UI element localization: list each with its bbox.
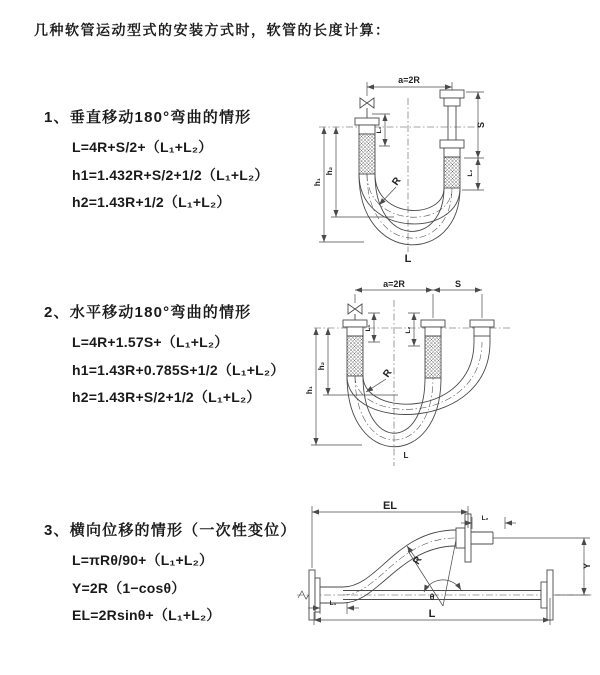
radius-label: R [411,554,425,567]
section-lateral-displacement [44,519,297,630]
length-label: L [404,253,412,265]
formula-el: EL=2Rsinθ+（L₁+L₂） [72,607,221,623]
section-vertical-180-bend [44,106,269,217]
formula-length: L=4R+S/2+（L₁+L₂） [72,139,213,155]
right-flange-hub [541,582,547,608]
dim-label-l2: L₂ [405,326,412,334]
section-horizontal-180-bend [44,301,285,412]
valve-icon [360,98,374,108]
middle-flange-hub [425,327,441,336]
left-flange-hub [347,327,363,336]
dim-label-el: EL [382,500,398,512]
dim-label-l2: L₂ [481,515,489,522]
formula-h1: h1=1.43R+0.785S+1/2（L₁+L₂） [72,361,285,378]
upper-stub-pipe [471,532,493,544]
upper-hose-fitting [456,528,465,548]
length-label: L [403,451,409,460]
hose-wall [375,174,444,210]
axis-break-symbol [298,591,310,599]
right-lower-flange [440,140,464,148]
page-title: 几种软管运动型式的安装方式时，软管的长度计算： [34,22,391,38]
dim-label-l2: L₂ [467,169,474,177]
formula-length: L=4R+1.57S+（L₁+L₂） [72,334,229,350]
right-flange-hub [474,327,490,336]
angle-label: θ [429,592,435,602]
right-braid-section [444,157,460,188]
hose-and-fittings [297,514,593,620]
hose-centerline [367,174,452,238]
right-lower-flange-hub [444,148,460,157]
hose-wall-displaced [343,546,456,603]
radius-leader [366,379,386,392]
hose-centerline [367,174,452,217]
dim-label-l1: L₁ [329,600,337,607]
right-flange [470,320,494,327]
right-pipe [448,106,456,140]
diagram-vertical-180-bend [302,70,597,265]
left-flange [355,118,379,125]
radius-label: R [381,367,395,380]
dim-label-h1: h₁ [305,385,314,395]
section-heading: 1、垂直移动180°弯曲的情形 [44,109,252,126]
formula-h1: h1=1.432R+S/2+1/2（L₁+L₂） [72,166,269,183]
dim-label-h2: h₂ [317,361,326,371]
dim-label-l1: L₁ [365,324,372,332]
dim-label-a2r: a=2R [383,280,405,289]
left-flange [343,320,367,327]
dim-label-h1: h₁ [313,177,322,187]
right-top-flange [440,90,464,98]
hose-wall-displaced [343,530,456,587]
right-pipe [474,336,490,342]
hose-and-fittings [319,90,480,252]
left-braid-section [359,134,375,174]
dimension-lines [311,290,482,445]
left-braid-section [347,336,363,376]
section-heading: 3、横向位移的情形（一次性变位） [44,522,297,539]
diagram-horizontal-180-bend [302,280,600,480]
left-flange-hub [359,125,375,134]
length-label: L [428,608,436,620]
diagram-lateral-displacement [293,498,598,650]
section-heading: 2、水平移动180°弯曲的情形 [44,304,252,321]
middle-flange [421,320,445,327]
formula-h2: h2=1.43R+1/2（L₁+L₂） [72,194,231,210]
middle-braid-section [425,336,441,378]
dim-label-a2r: a=2R [398,75,420,85]
dim-label-s: S [476,121,486,129]
hose-centerline-shifted [355,342,482,409]
dim-label-h2: h₂ [325,166,334,176]
formula-h2: h2=1.43R+S/2+1/2（L₁+L₂） [72,389,261,405]
formula-y: Y=2R（1−cosθ） [72,579,186,596]
right-top-flange-hub [444,98,460,106]
dim-label-s: S [454,280,462,289]
dim-label-l1: L₁ [376,126,383,134]
hose-wall [375,174,444,231]
radius-label: R [390,175,404,188]
valve-icon [348,304,362,314]
left-flange-hub [315,578,320,612]
formula-length: L=πRθ/90+（L₁+L₂） [72,552,214,568]
dim-label-y: Y [582,562,592,570]
hose-centerline-displaced [343,538,456,595]
hose-and-fittings [314,300,510,466]
